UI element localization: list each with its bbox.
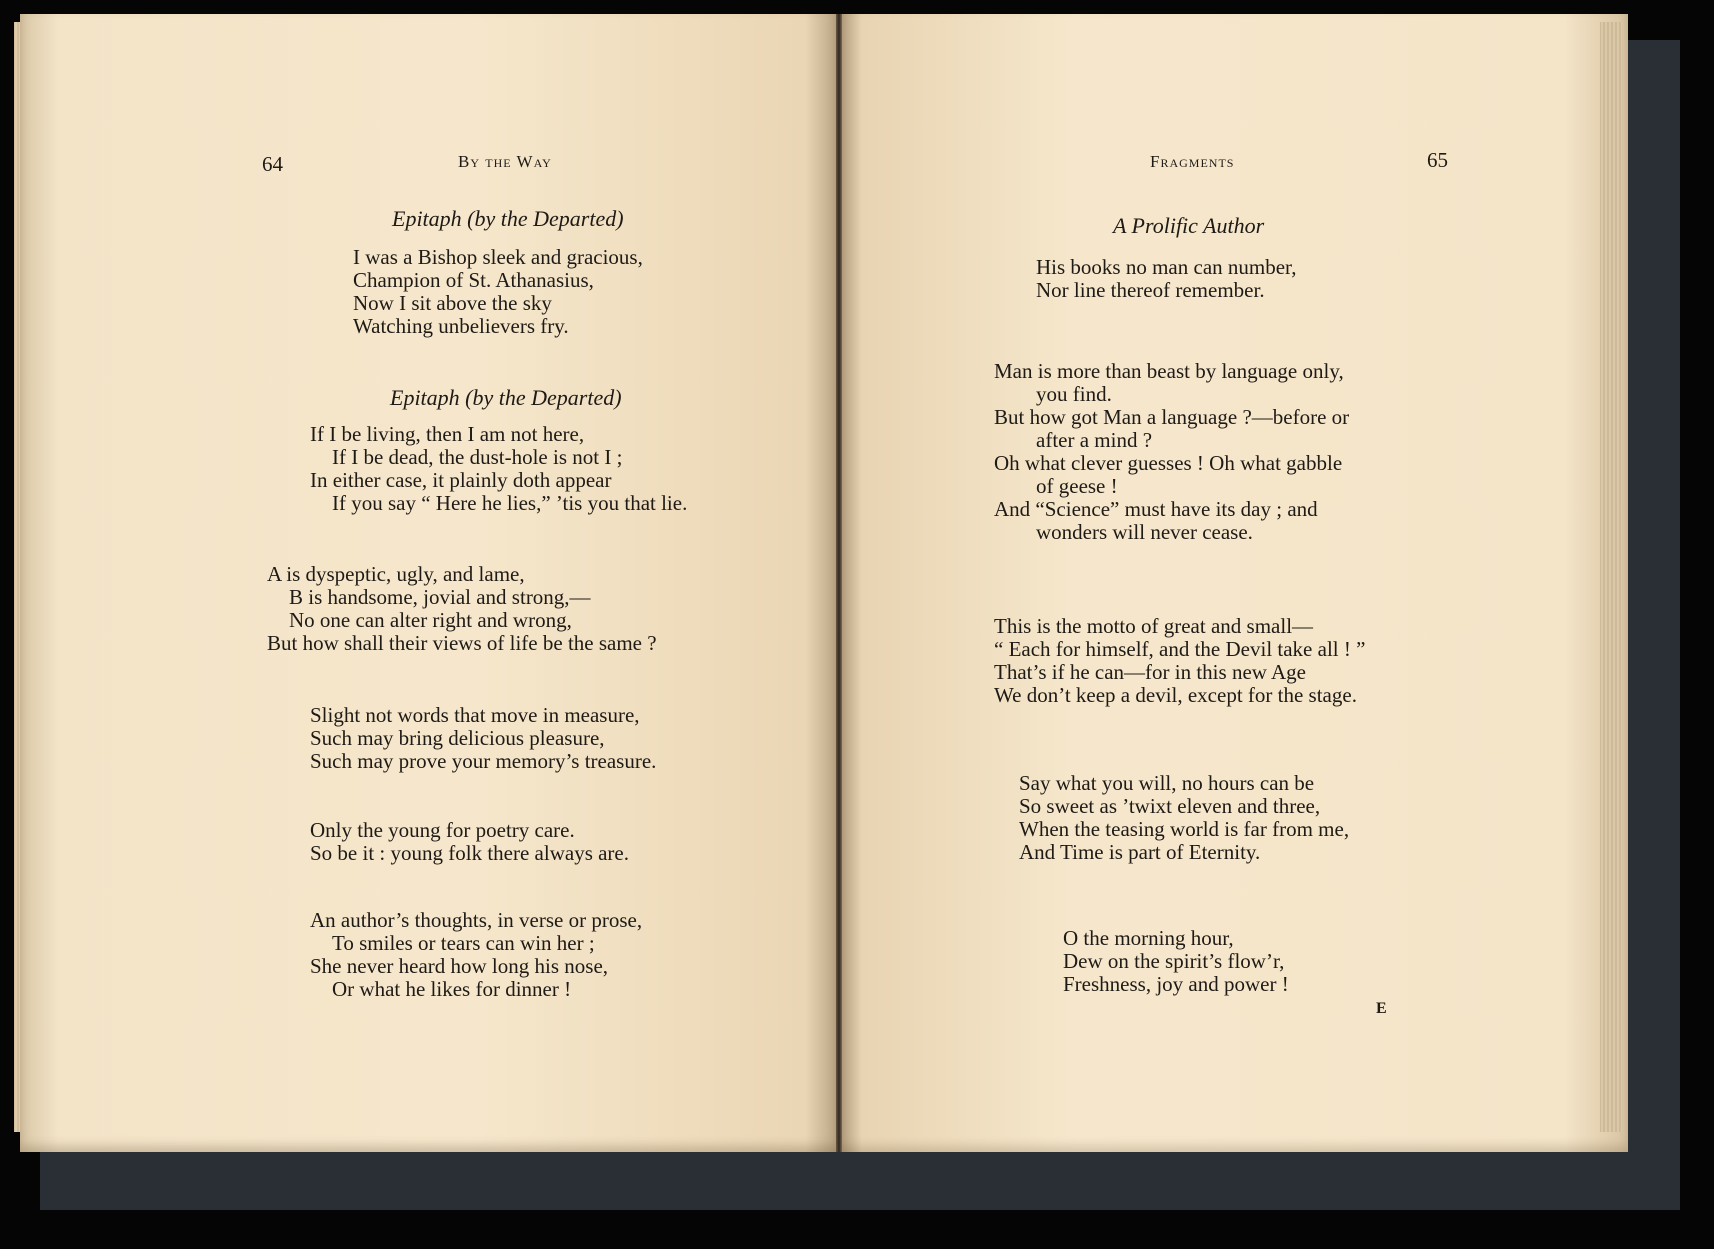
verse-line: If I be dead, the dust-hole is not I ; bbox=[332, 445, 623, 469]
verse-line: We don’t keep a devil, except for the stage. bbox=[994, 683, 1357, 707]
right-running-head: Fragments bbox=[1150, 152, 1235, 171]
verse-line: of geese ! bbox=[1036, 474, 1118, 498]
poem-stanza bbox=[1036, 256, 1296, 302]
verse-line: Freshness, joy and power ! bbox=[1063, 972, 1289, 996]
left-page-number: 64 bbox=[262, 152, 283, 176]
verse-line: Dew on the spirit’s flow’r, bbox=[1063, 949, 1285, 973]
verse-line: Man is more than beast by language only, bbox=[994, 359, 1344, 383]
signature-mark: E bbox=[1376, 1000, 1387, 1017]
poem-stanza bbox=[310, 819, 629, 865]
verse-line: you find. bbox=[1036, 382, 1112, 406]
poem-stanza bbox=[310, 423, 687, 515]
verse-line: Say what you will, no hours can be bbox=[1019, 771, 1315, 795]
verse-line: after a mind ? bbox=[1036, 428, 1153, 452]
verse-line: Such may bring delicious pleasure, bbox=[310, 726, 605, 750]
verse-line: Only the young for poetry care. bbox=[310, 818, 575, 842]
verse-line: Now I sit above the sky bbox=[353, 291, 552, 315]
verse-line: Slight not words that move in measure, bbox=[310, 703, 640, 727]
verse-line: Such may prove your memory’s treasure. bbox=[310, 749, 657, 773]
verse-line: A is dyspeptic, ugly, and lame, bbox=[267, 562, 525, 586]
verse-line: She never heard how long his nose, bbox=[310, 954, 609, 978]
verse-line: Champion of St. Athanasius, bbox=[353, 268, 594, 292]
poem-stanza bbox=[310, 704, 656, 773]
left-running-head: By the Way bbox=[458, 152, 552, 171]
verse-line: Watching unbelievers fry. bbox=[353, 314, 569, 338]
verse-line: And “Science” must have its day ; and bbox=[994, 497, 1318, 521]
poem-title: Epitaph (by the Departed) bbox=[390, 385, 622, 410]
poem-stanza bbox=[1019, 772, 1349, 864]
verse-line: No one can alter right and wrong, bbox=[289, 608, 572, 632]
right-page-number: 65 bbox=[1427, 148, 1448, 172]
verse-line: To smiles or tears can win her ; bbox=[332, 931, 595, 955]
verse-line: But how shall their views of life be the same ? bbox=[267, 631, 657, 655]
verse-line: B is handsome, jovial and strong,— bbox=[289, 585, 591, 609]
verse-line: If I be living, then I am not here, bbox=[310, 422, 585, 446]
book-gutter bbox=[836, 14, 842, 1152]
poem-title: A Prolific Author bbox=[1113, 213, 1265, 238]
poem-stanza bbox=[1063, 927, 1289, 996]
poem-stanza bbox=[994, 615, 1365, 707]
verse-line: Oh what clever guesses ! Oh what gabble bbox=[994, 451, 1343, 475]
verse-line: When the teasing world is far from me, bbox=[1019, 817, 1350, 841]
verse-line: And Time is part of Eternity. bbox=[1019, 840, 1261, 864]
right-page-edges bbox=[1600, 22, 1622, 1132]
verse-line: That’s if he can—for in this new Age bbox=[994, 660, 1307, 684]
verse-line: wonders will never cease. bbox=[1036, 520, 1253, 544]
verse-line: This is the motto of great and small— bbox=[994, 614, 1314, 638]
verse-line: An author’s thoughts, in verse or prose, bbox=[310, 908, 643, 932]
poem-stanza bbox=[267, 563, 657, 655]
poem-stanza bbox=[353, 246, 643, 338]
verse-line: His books no man can number, bbox=[1036, 255, 1297, 279]
poem-stanza bbox=[310, 909, 642, 1001]
verse-line: But how got Man a language ?—before or bbox=[994, 405, 1350, 429]
verse-line: I was a Bishop sleek and gracious, bbox=[353, 245, 643, 269]
verse-line: Nor line thereof remember. bbox=[1036, 278, 1265, 302]
poem-title: Epitaph (by the Departed) bbox=[392, 206, 624, 231]
verse-line: Or what he likes for dinner ! bbox=[332, 977, 572, 1001]
verse-line: So sweet as ’twixt eleven and three, bbox=[1019, 794, 1321, 818]
verse-line: “ Each for himself, and the Devil take all ! ” bbox=[994, 637, 1366, 661]
verse-line: O the morning hour, bbox=[1063, 926, 1234, 950]
verse-line: So be it : young folk there always are. bbox=[310, 841, 629, 865]
verse-line: If you say “ Here he lies,” ’tis you that lie. bbox=[332, 491, 688, 515]
poem-stanza bbox=[994, 360, 1349, 544]
verse-line: In either case, it plainly doth appear bbox=[310, 468, 612, 492]
